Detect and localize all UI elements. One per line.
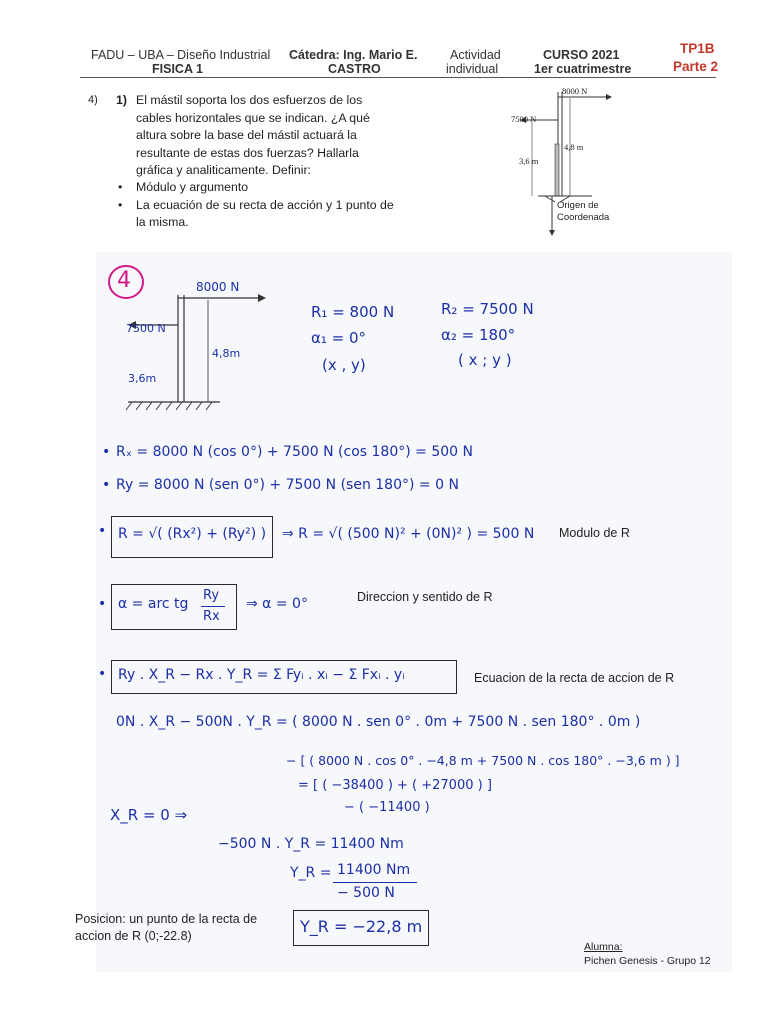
- angle-result: ⇒ α = 0°: [246, 596, 308, 612]
- yr-denominator: − 500 N: [337, 885, 395, 901]
- catedra: Cátedra: Ing. Mario E.: [289, 48, 418, 62]
- activity-label: Actividad: [450, 48, 501, 62]
- problem-lead: 1): [116, 93, 127, 107]
- yr-equation: −500 N . Y_R = 11400 Nm: [218, 836, 404, 852]
- coords-1: (x , y): [322, 356, 366, 374]
- action-line-equation: Ry . X_R − Rx . Y_R = Σ Fyᵢ . xᵢ − Σ Fxᵢ . yᵢ: [118, 667, 405, 683]
- sketch-force-2: 7500 N: [126, 322, 166, 335]
- dot: •: [98, 666, 107, 682]
- circle-number: 4: [117, 268, 131, 293]
- student-name: Pichen Genesis - Grupo 12: [584, 955, 711, 967]
- problem-line-5: gráfica y analiticamente. Definir:: [136, 163, 311, 177]
- alpha2-value: α₂ = 180°: [441, 326, 516, 344]
- fig-origin-2: Coordenada: [557, 212, 610, 223]
- subject: FISICA 1: [152, 62, 203, 76]
- r1-value: R₁ = 800 N: [311, 303, 395, 321]
- yr-label: Y_R =: [290, 865, 332, 881]
- course: CURSO 2021: [543, 48, 620, 62]
- term: 1er cuatrimestre: [534, 62, 632, 76]
- coords-2: ( x ; y ): [458, 351, 512, 369]
- modulus-formula: R = √( (Rx²) + (Ry²) ): [118, 526, 267, 542]
- angle-denominator: Rx: [203, 609, 220, 624]
- fig-force-1: 8000 N: [562, 86, 588, 96]
- sketch-height-2: 4,8m: [212, 347, 241, 360]
- bullet-item-2a: La ecuación de su recta de acción y 1 punto de: [136, 197, 394, 212]
- note-modulo: Modulo de R: [559, 526, 630, 540]
- header-rule: [80, 77, 716, 78]
- fraction-line: [333, 882, 417, 883]
- bullet-item-1: Módulo y argumento: [136, 180, 249, 194]
- student-label: Alumna:: [584, 941, 623, 953]
- bullet: •: [118, 197, 123, 212]
- problem-line-4: resultante de estas dos fuerzas? Hallarla: [136, 145, 359, 160]
- action-line-term-2: − [ ( 8000 N . cos 0° . −4,8 m + 7500 N . cos 180° . −3,6 m ) ]: [286, 753, 680, 768]
- note-direccion: Direccion y sentido de R: [357, 590, 493, 604]
- fig-height-1: 3,6 m: [519, 156, 539, 166]
- fraction-line: [201, 606, 225, 607]
- fig-height-2: 4,8 m: [564, 142, 584, 152]
- rx-equation: Rₓ = 8000 N (cos 0°) + 7500 N (cos 180°) = 500 N: [116, 444, 473, 460]
- sketch-height-1: 3,6m: [128, 372, 157, 385]
- r2-value: R₂ = 7500 N: [441, 300, 534, 318]
- fig-origin-1: Origen de: [557, 200, 599, 211]
- ry-equation: Ry = 8000 N (sen 0°) + 7500 N (sen 180°) = 0 N: [116, 477, 459, 493]
- dot: •: [102, 477, 111, 493]
- angle-formula: α = arc tg: [118, 596, 189, 612]
- xr-zero: X_R = 0 ⇒: [110, 806, 188, 824]
- problem-line-1: El mástil soporta los dos esfuerzos de los: [136, 93, 363, 107]
- activity-type: individual: [446, 62, 499, 76]
- dot: •: [98, 523, 107, 539]
- fig-force-2: 7500 N: [511, 114, 537, 124]
- part-label: Parte 2: [673, 59, 719, 74]
- bullet: •: [118, 180, 123, 194]
- yr-numerator: 11400 Nm: [337, 862, 411, 878]
- problem-line-3: altura sobre la base del mástil actuará la: [136, 128, 357, 142]
- institution: FADU – UBA – Diseño Industrial: [91, 48, 271, 62]
- problem-number: 4): [88, 94, 98, 106]
- bullet-item-2b: la misma.: [136, 215, 189, 229]
- note-posicion-1: Posicion: un punto de la recta de: [75, 912, 258, 926]
- problem-line-2: cables horizontales que se indican. ¿A qué: [136, 110, 370, 125]
- catedra-name: CASTRO: [328, 62, 381, 76]
- mast-sketch: [120, 280, 290, 420]
- note-ecuacion: Ecuacion de la recta de accion de R: [474, 671, 675, 685]
- final-result: Y_R = −22,8 m: [300, 917, 423, 936]
- action-line-substitution: 0N . X_R − 500N . Y_R = ( 8000 N . sen 0° . 0m + 7500 N . sen 180° . 0m ): [116, 714, 641, 730]
- angle-numerator: Ry: [203, 588, 220, 603]
- modulus-result: ⇒ R = √( (500 N)² + (0N)² ) = 500 N: [282, 526, 535, 542]
- alpha1-value: α₁ = 0°: [311, 329, 367, 347]
- sketch-force-1: 8000 N: [196, 280, 240, 294]
- note-posicion-2: accion de R (0;-22.8): [75, 929, 192, 943]
- action-line-term-3: = [ ( −38400 ) + ( +27000 ) ]: [298, 778, 492, 793]
- dot: •: [102, 444, 111, 460]
- dot: •: [98, 596, 107, 612]
- tp-label: TP1B: [680, 41, 715, 56]
- action-line-term-4: − ( −11400 ): [344, 800, 430, 815]
